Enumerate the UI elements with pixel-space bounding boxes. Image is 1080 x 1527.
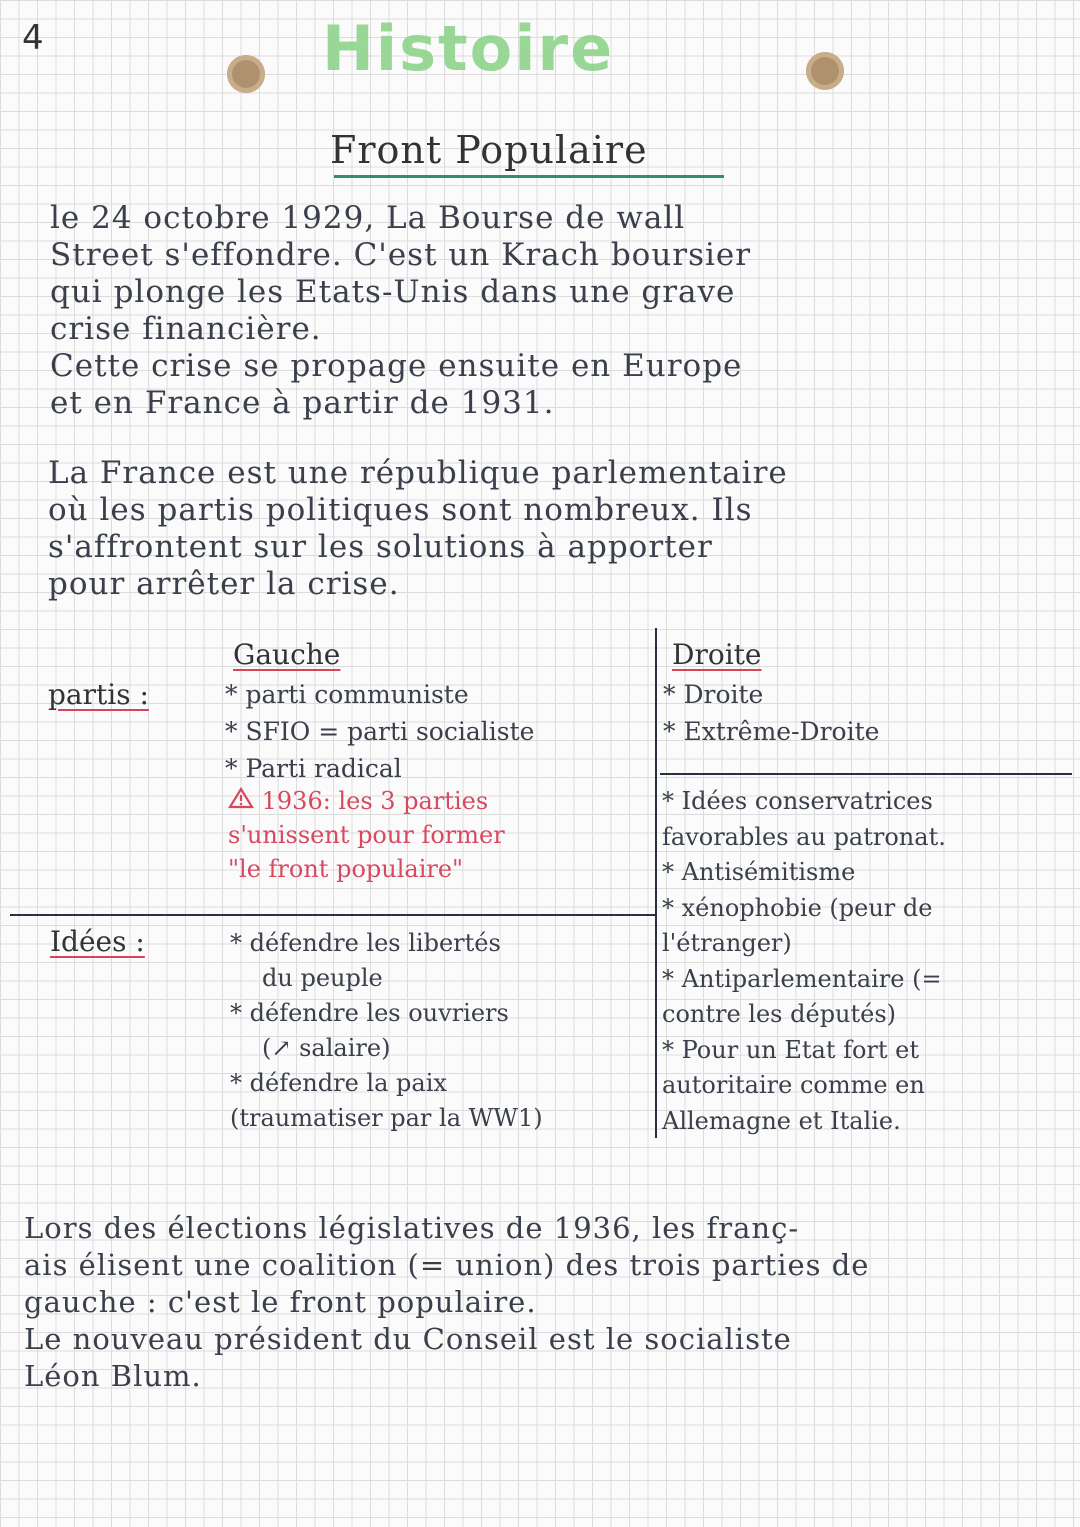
page-number: 4 — [22, 18, 44, 58]
list-item: * Droite — [663, 680, 764, 709]
intro-paragraph: le 24 octobre 1929, La Bourse de wall Street s'effondre. C'est un Krach boursier qui plonge les Etats-Unis dans une grave crise financière. Cette crise se propage ensuite en Europe et en France à partir de 1931. — [50, 200, 752, 421]
gauche-partis-list — [225, 676, 534, 787]
table-vertical-divider — [655, 628, 657, 1138]
list-item: favorables au patronat. — [662, 822, 946, 851]
list-item: * Idées conservatrices — [662, 787, 933, 815]
list-item: contre les députés) — [662, 1000, 897, 1028]
list-item: Allemagne et Italie. — [662, 1106, 901, 1135]
table-row-divider-right — [660, 773, 1072, 775]
warning-triangle-icon — [228, 787, 254, 809]
row-label-partis: partis : — [48, 678, 149, 711]
list-item: * xénophobie (peur de — [662, 893, 933, 922]
list-item: * Antiparlementaire (= — [662, 964, 942, 993]
list-item: * Pour un Etat fort et — [662, 1035, 920, 1064]
list-item: * défendre les ouvriers — [230, 999, 509, 1027]
front-populaire-note: 1936: les 3 parties s'unissent pour former "le front populaire" — [228, 787, 505, 883]
title-underline — [334, 175, 724, 178]
punch-hole-right — [806, 52, 844, 90]
list-item: * Extrême-Droite — [663, 717, 880, 746]
list-item: * SFIO = parti socialiste — [225, 717, 535, 746]
list-item: (↗ salaire) — [262, 1034, 391, 1062]
list-item: * défendre les libertés — [230, 929, 501, 957]
list-item: * défendre la paix — [230, 1069, 447, 1097]
table-row-divider-left — [10, 914, 655, 916]
droite-partis-list — [663, 676, 879, 750]
list-item: (traumatiser par la WW1) — [230, 1104, 543, 1132]
list-item: l'étranger) — [662, 929, 792, 957]
column-header-gauche: Gauche — [233, 638, 341, 671]
punch-hole-left — [227, 55, 265, 93]
subject-heading: Histoire — [322, 12, 615, 85]
context-paragraph: La France est une république parlementaire où les partis politiques sont nombreux. Ils s'affrontent sur les solutions à apporter pour arrêter la crise. — [48, 455, 788, 602]
droite-idees-list — [662, 784, 946, 1139]
row-label-idees: Idées : — [50, 925, 145, 958]
page-title: Front Populaire — [330, 128, 648, 172]
gauche-idees-list — [230, 926, 543, 1136]
list-item: du peuple — [262, 964, 383, 992]
list-item: * Antisémitisme — [662, 858, 856, 886]
list-item: * Parti radical — [225, 754, 402, 783]
list-item: autoritaire comme en — [662, 1071, 925, 1099]
list-item: * parti communiste — [225, 680, 469, 709]
column-header-droite: Droite — [672, 638, 762, 671]
conclusion-paragraph: Lors des élections législatives de 1936, les franç- ais élisent une coalition (= union) des trois parties de gauche : c'est le front populaire. Le nouveau président du Conseil est le socialiste Léon Blum. — [24, 1211, 870, 1393]
